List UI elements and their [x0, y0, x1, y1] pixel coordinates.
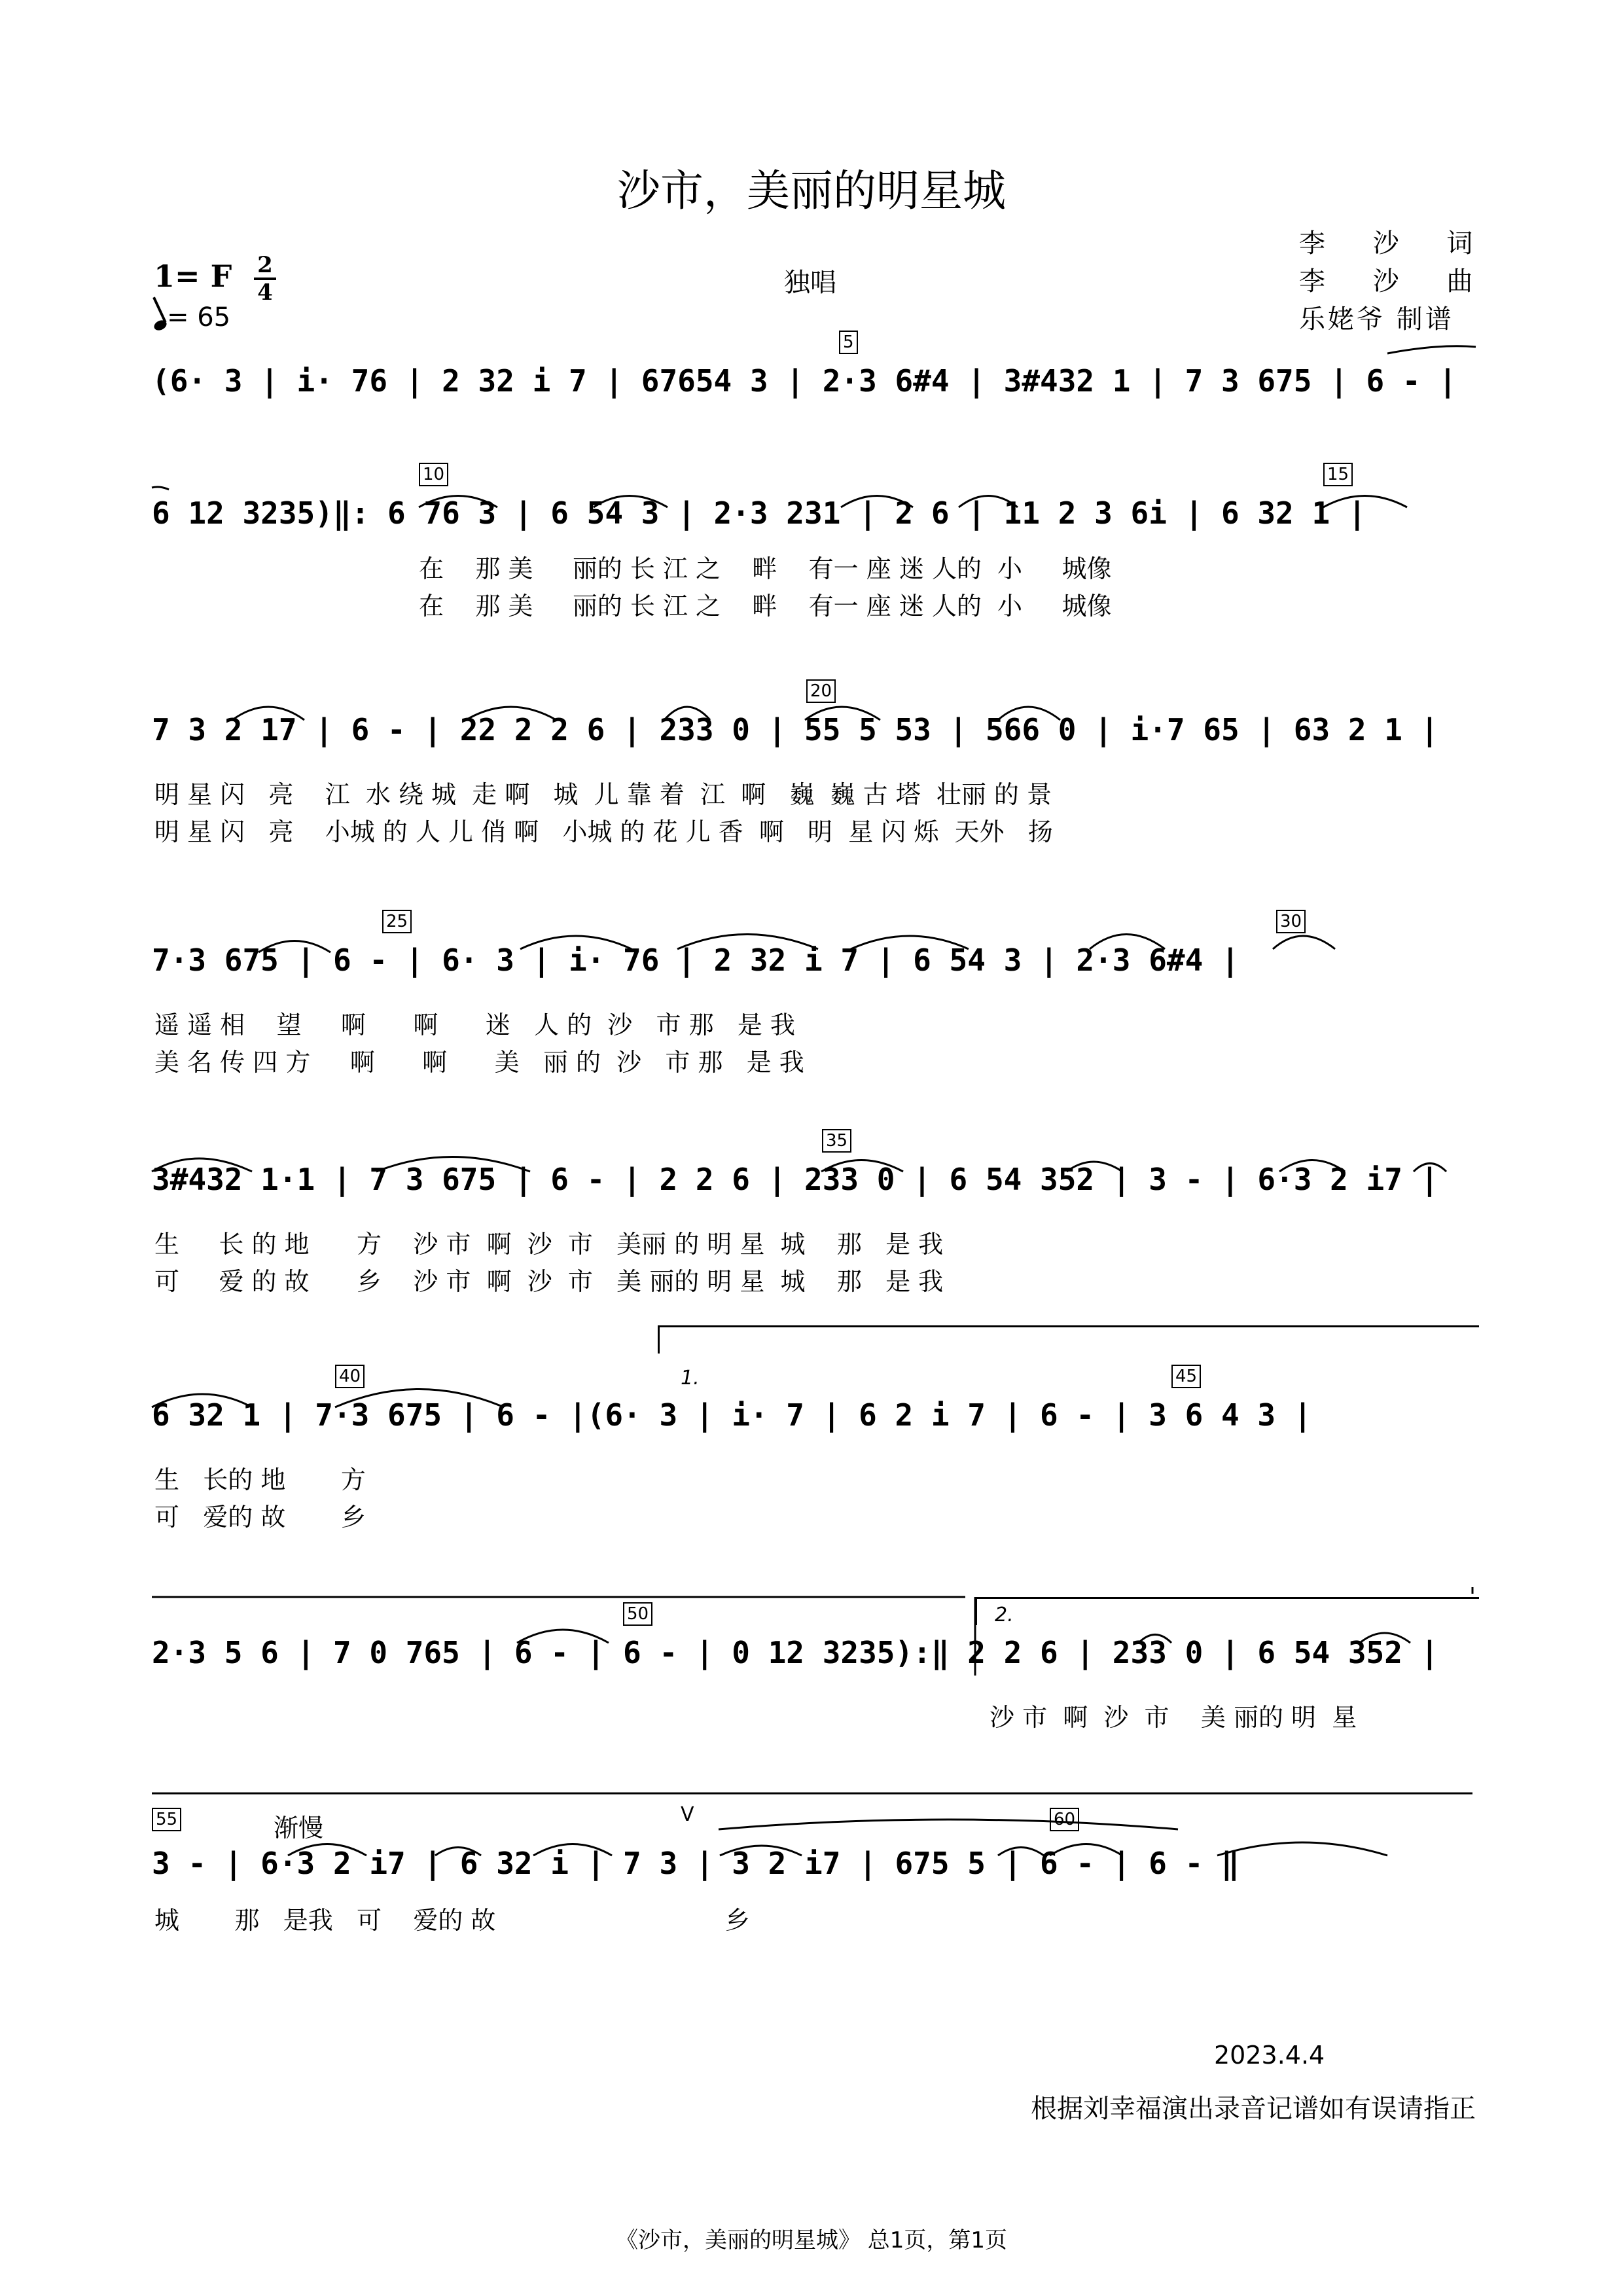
- measure-number: 15: [1323, 463, 1353, 486]
- measure-number: 30: [1276, 910, 1306, 933]
- tempo-value: = 65: [167, 302, 231, 332]
- notation-line: 6 12 3235)‖: 6 76 3 | 6 54 3 | 2·3 231 | 2 6 | 11 2 3 6i | 6 32 1 |: [152, 495, 1366, 531]
- measure-number: 5: [839, 331, 858, 354]
- lyric-line-verse-2: 可 爱的 故 乡: [154, 1503, 366, 1532]
- page-title: 沙市，美丽的明星城: [617, 166, 1006, 216]
- measure-number: 50: [623, 1602, 652, 1626]
- volta-bracket-first-ending: [658, 1325, 1479, 1354]
- notation-line: 6 32 1 | 7·3 675 | 6 - |(6· 3 | i· 7 | 6 2 i 7 | 6 - | 3 6 4 3 |: [152, 1397, 1312, 1433]
- measure-number: 25: [382, 910, 412, 933]
- notation-line: 3 - | 6·3 2 i7 | 6 32 i | 7 3 | 3 2 i7 | 675 5 | 6 - | 6 - ‖: [152, 1846, 1240, 1881]
- composer-credit: 李 沙 曲: [1299, 266, 1493, 296]
- transcription-note: 根据刘幸福演出录音记谱如有误请指正: [1031, 2094, 1476, 2124]
- measure-number: 60: [1050, 1808, 1079, 1831]
- lyric-line-verse-1: 明 星 闪 亮 江 水 绕 城 走 啊 城 儿 靠 着 江 啊 巍 巍 古 塔 壮丽 的 景: [154, 780, 1052, 809]
- arranger-credit: 乐姥爷 制谱: [1299, 304, 1454, 334]
- volta-bracket-second-ending: [975, 1597, 1479, 1625]
- breath-mark-icon: V: [681, 1803, 694, 1826]
- measure-number: 10: [419, 463, 448, 486]
- volta-label: 1.: [681, 1367, 700, 1390]
- notation-line: 7·3 675 | 6 - | 6· 3 | i· 76 | 2 32 i 7 | 6 54 3 | 2·3 6#4 |: [152, 942, 1240, 978]
- lyric-line-verse-2: 明 星 闪 亮 小城 的 人 儿 俏 啊 小城 的 花 儿 香 啊 明 星 闪 烁 天外 扬: [154, 817, 1053, 846]
- measure-number: 45: [1171, 1365, 1201, 1388]
- performance-style: 独唱: [784, 268, 836, 298]
- tempo-marking: [154, 302, 230, 332]
- time-signature-top: 2: [257, 252, 273, 278]
- measure-number: 35: [822, 1129, 851, 1153]
- key-signature: 1= F: [154, 259, 232, 294]
- lyricist-credit: 李 沙 词: [1299, 228, 1493, 259]
- tempo-change-marking: 渐慢: [274, 1814, 324, 1842]
- lyric-line-verse-1: 沙 市 啊 沙 市 美 丽的 明 星: [990, 1703, 1357, 1732]
- lyric-line-verse-2: 可 爱 的 故 乡 沙 市 啊 沙 市 美 丽的 明 星 城 那 是 我: [154, 1267, 944, 1296]
- transcription-date: 2023.4.4: [1214, 2041, 1325, 2070]
- lyric-line-verse-1: 生 长 的 地 方 沙 市 啊 沙 市 美丽 的 明 星 城 那 是 我: [154, 1230, 944, 1259]
- measure-number: 20: [806, 679, 836, 703]
- notation-line: 2·3 5 6 | 7 0 765 | 6 - | 6 - | 0 12 3235):‖ 2 2 6 | 233 0 | 6 54 352 |: [152, 1635, 1439, 1670]
- time-signature-bottom: 4: [257, 279, 273, 306]
- lyric-line-verse-1: 生 长的 地 方: [154, 1465, 366, 1494]
- lyric-line-verse-2: 美 名 传 四 方 啊 啊 美 丽 的 沙 市 那 是 我: [154, 1048, 804, 1077]
- volta-label: 2.: [995, 1604, 1014, 1626]
- measure-number: 55: [152, 1808, 181, 1831]
- measure-number: 40: [335, 1365, 365, 1388]
- lyric-line-verse-2: 在 那 美 丽的 长 江 之 畔 有一 座 迷 人的 小 城像: [419, 592, 1112, 620]
- time-signature: [254, 254, 276, 304]
- notation-line: (6· 3 | i· 76 | 2 32 i 7 | 67654 3 | 2·3 6#4 | 3#432 1 | 7 3 675 | 6 - |: [152, 363, 1457, 399]
- lyric-line-verse-1: 遥 遥 相 望 啊 啊 迷 人 的 沙 市 那 是 我: [154, 1011, 795, 1039]
- page-footer: 《沙市，美丽的明星城》 总1页，第1页: [615, 2227, 1008, 2253]
- notation-line: 7 3 2 17 | 6 - | 22 2 2 6 | 233 0 | 55 5 53 | 566 0 | i·7 65 | 63 2 1 |: [152, 712, 1439, 747]
- lyric-line-verse-1: 城 那 是我 可 爱的 故 乡: [154, 1906, 750, 1935]
- notation-line: 3#432 1·1 | 7 3 675 | 6 - | 2 2 6 | 233 0 | 6 54 352 | 3 - | 6·3 2 i7 |: [152, 1162, 1439, 1197]
- quarter-note-icon: [152, 318, 168, 332]
- lyric-line-verse-1: 在 那 美 丽的 长 江 之 畔 有一 座 迷 人的 小 城像: [419, 554, 1112, 583]
